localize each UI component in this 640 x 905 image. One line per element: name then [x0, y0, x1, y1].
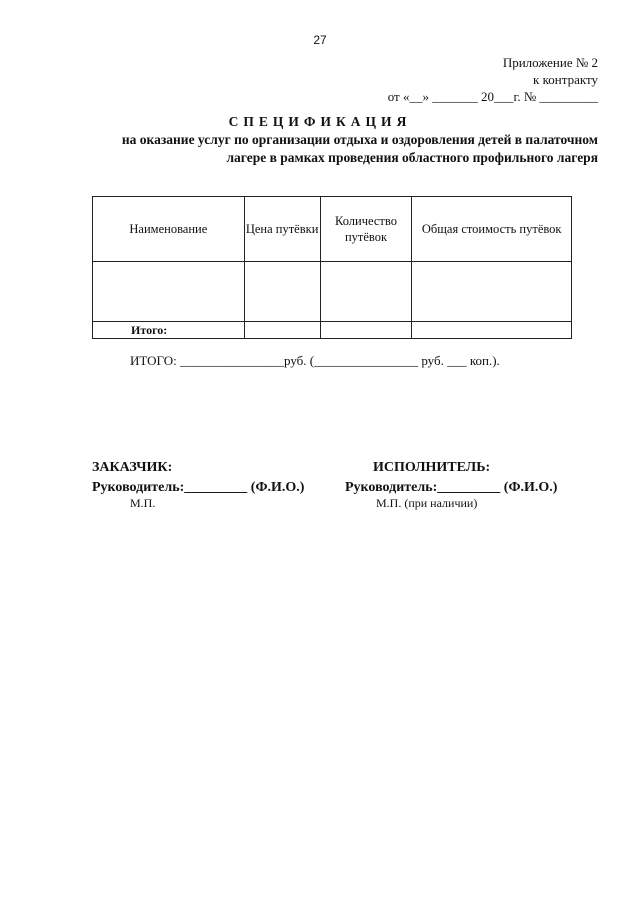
- grand-total-line: ИТОГО: ________________руб. (________________ руб. ___ коп.).: [130, 353, 500, 368]
- total-price: [244, 322, 320, 339]
- contractor-block: [345, 458, 557, 498]
- customer-heading: ЗАКАЗЧИК:: [92, 460, 173, 475]
- cell-price: [244, 262, 320, 322]
- cell-quantity: [320, 262, 412, 322]
- table-total-row: [93, 322, 572, 339]
- total-quantity: [320, 322, 412, 339]
- header-quantity: Количество путёвок: [320, 197, 412, 262]
- cell-name: [93, 262, 245, 322]
- header-price: Цена путёвки: [244, 197, 320, 262]
- table-row: [93, 262, 572, 322]
- total-label: Итого:: [93, 322, 245, 339]
- header-name: Наименование: [93, 197, 245, 262]
- appendix-contract-ref: к контракту: [533, 72, 598, 87]
- customer-signature: Руководитель:_________ (Ф.И.О.): [92, 480, 305, 495]
- contractor-heading: ИСПОЛНИТЕЛЬ:: [373, 460, 491, 475]
- appendix-number: Приложение № 2: [502, 55, 598, 70]
- total-cost: [412, 322, 572, 339]
- contractor-signature: Руководитель:_________ (Ф.И.О.): [345, 480, 558, 495]
- appendix-date-number: от «__» _______ 20___г. № _________: [387, 89, 598, 104]
- customer-stamp: М.П.: [130, 496, 156, 510]
- customer-block: [92, 458, 304, 498]
- page-number: 27: [313, 33, 327, 47]
- header-total-cost: Общая стоимость путёвок: [412, 197, 572, 262]
- appendix-header: [388, 54, 598, 105]
- document-title: СПЕЦИФИКАЦИЯ: [228, 114, 412, 129]
- specification-table: [92, 196, 572, 339]
- document-subtitle: на оказание услуг по организации отдыха и оздоровления детей в палаточном лагере в рамках проведения областного профильного лагеря: [121, 132, 598, 165]
- cell-total-cost: [412, 262, 572, 322]
- table-header-row: [93, 197, 572, 262]
- contractor-stamp: М.П. (при наличии): [376, 496, 478, 510]
